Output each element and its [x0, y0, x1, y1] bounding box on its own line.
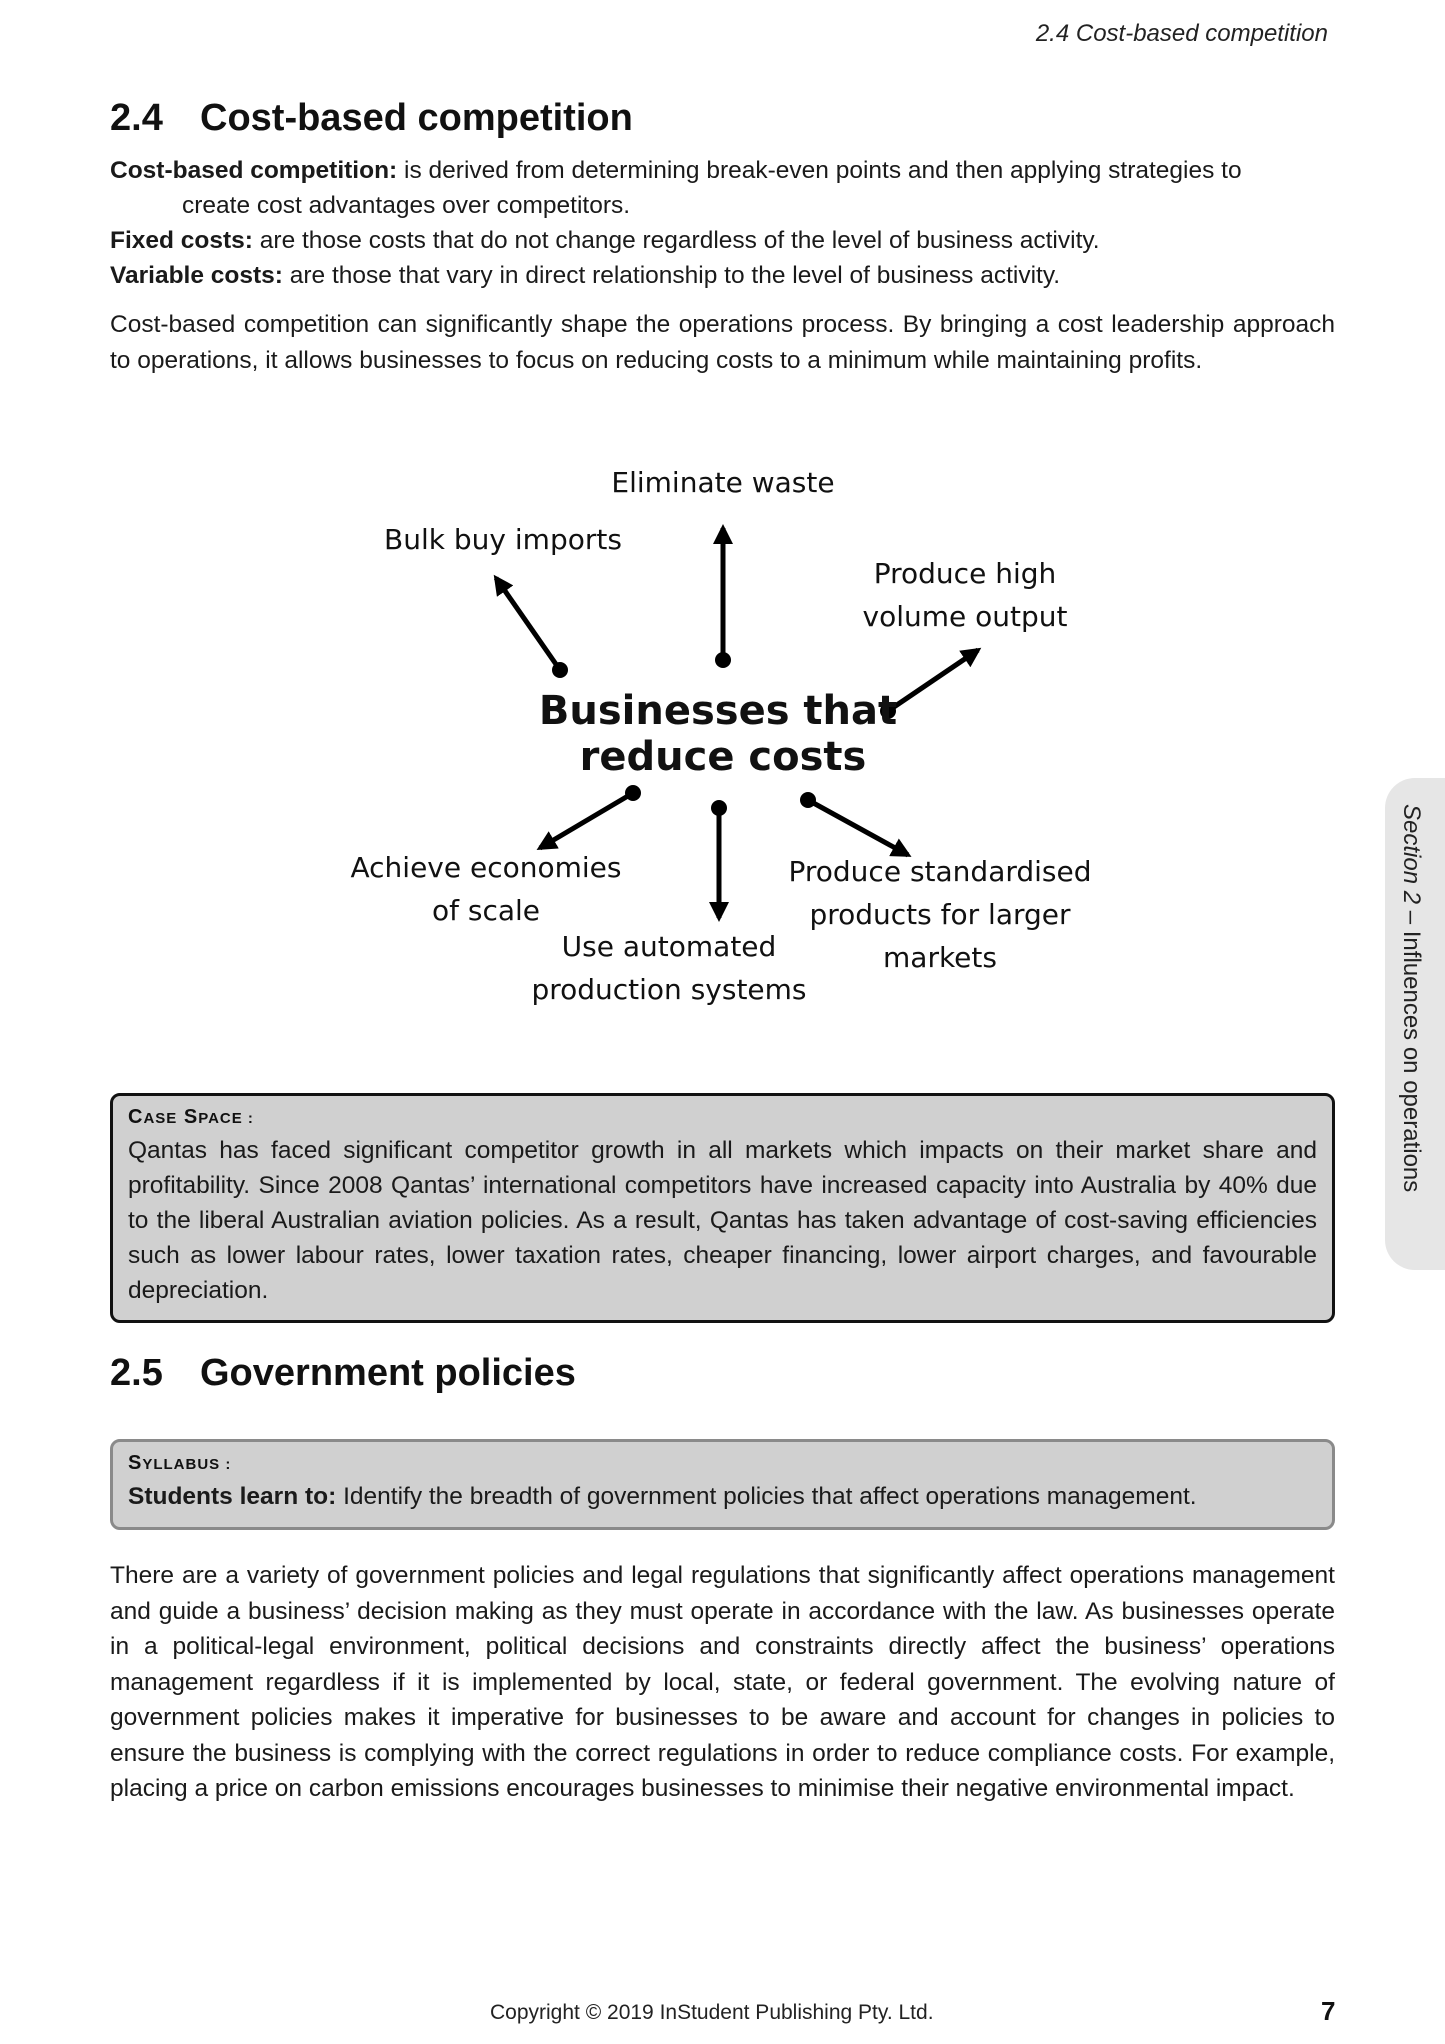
connector-dot: [625, 785, 641, 801]
node-eliminate-waste: Eliminate waste: [611, 466, 835, 499]
label-cap: S: [128, 1452, 143, 1474]
connector-dot: [552, 662, 568, 678]
node-automated-line: production systems: [531, 973, 807, 1006]
intro-paragraph: Cost-based competition can significantly shape the operations process. By bringing a cost leadership approach to operations, it allows businesses to focus on reducing costs to a minimum while maintaining profits.: [110, 311, 1335, 374]
side-tab-label: [1397, 804, 1425, 1192]
government-policies-paragraph: There are a variety of government policies and legal regulations that significantly affect operations management and guide a business’ decision making as they must operate in accordance with the law. As businesses operate in a political-legal environment, political decisions and constraints directly affect the business’ operations management regardless if it is implemented by local, state, or federal government. The evolving nature of government policies makes it imperative for businesses to be aware and account for changes in policies to ensure the business is complying with the correct regulations in order to reduce compliance costs. For example, placing a price on carbon emissions encourages businesses to minimise their negative environmental impact.: [110, 1562, 1335, 1802]
node-high-volume-line: volume output: [862, 600, 1068, 633]
node-economies-of-scale-line: of scale: [431, 894, 541, 927]
section-title: Government policies: [200, 1352, 576, 1394]
connector-dot: [715, 652, 731, 668]
footer-copyright: Copyright © 2019 InStudent Publishing Pty. Ltd.: [490, 2001, 934, 2024]
arrow-standardised: [808, 800, 908, 855]
diagram-center-label: [539, 688, 897, 780]
case-space-label: [128, 1106, 1317, 1129]
syllabus-text: [128, 1479, 1317, 1514]
section-heading-2-5: [110, 1352, 576, 1395]
node-economies-of-scale-line: Achieve economies: [350, 851, 622, 884]
case-space-box: [110, 1093, 1335, 1323]
label-small-caps: ASE: [143, 1110, 178, 1127]
node-bulk-buy-imports: Bulk buy imports: [384, 523, 622, 556]
connector-dot: [800, 792, 816, 808]
definition-text: is derived from determining break-even points and then applying strategies to: [404, 157, 1242, 184]
arrow-high-volume: [888, 650, 978, 711]
node-high-volume-line: Produce high: [873, 557, 1057, 590]
arrow-economies-of-scale: [540, 793, 633, 848]
definition-term: Variable costs:: [110, 262, 283, 289]
label-cap: S: [183, 1106, 199, 1128]
definition-text: are those costs that do not change regardless of the level of business activity.: [259, 227, 1100, 254]
center-line: Businesses that: [538, 688, 898, 734]
node-standardised-line: Produce standardised: [788, 855, 1092, 888]
page-number: 7: [1321, 1996, 1336, 2026]
syllabus-bold-lead: Students learn to:: [128, 1483, 337, 1510]
label-cap: C: [128, 1106, 144, 1128]
section-number: 2.5: [110, 1352, 163, 1394]
node-standardised-line: products for larger: [809, 898, 1071, 931]
side-tab-topic: – Influences on operations: [1398, 904, 1425, 1193]
definition-continuation: create cost advantages over competitors.: [182, 192, 631, 219]
syllabus-body: Identify the breadth of government policies that affect operations management.: [343, 1483, 1197, 1510]
section-number: 2.4: [110, 97, 163, 139]
definition-text: are those that vary in direct relationship to the level of business activity.: [289, 262, 1061, 289]
arrow-bulk-buy: [496, 578, 560, 670]
center-line: reduce costs: [579, 734, 867, 780]
syllabus-box: [110, 1439, 1335, 1530]
node-automated-line: Use automated: [561, 930, 777, 963]
running-header: 2.4 Cost-based competition: [1035, 20, 1328, 47]
syllabus-label: [128, 1452, 1317, 1475]
definition-term: Fixed costs:: [110, 227, 253, 254]
section-title: Cost-based competition: [200, 97, 633, 139]
case-space-text: Qantas has faced significant competitor growth in all markets which impacts on their market share and profitability. Since 2008 Qantas’ international competitors have increased capacity into Australia by 40% due to the liberal Australian aviation policies. As a result, Qantas has taken advantage of cost-saving efficiencies such as lower labour rates, lower taxation rates, cheaper financing, lower airport charges, and favourable depreciation.: [128, 1137, 1317, 1304]
section-side-tab: [1385, 778, 1445, 1270]
label-small-caps: YLLABUS :: [142, 1456, 232, 1473]
side-tab-section: Section 2: [1398, 804, 1425, 905]
connector-dot: [711, 800, 727, 816]
label-small-caps: PACE :: [198, 1110, 254, 1127]
definition-term: Cost-based competition:: [110, 157, 398, 184]
node-standardised-line: markets: [883, 941, 997, 974]
